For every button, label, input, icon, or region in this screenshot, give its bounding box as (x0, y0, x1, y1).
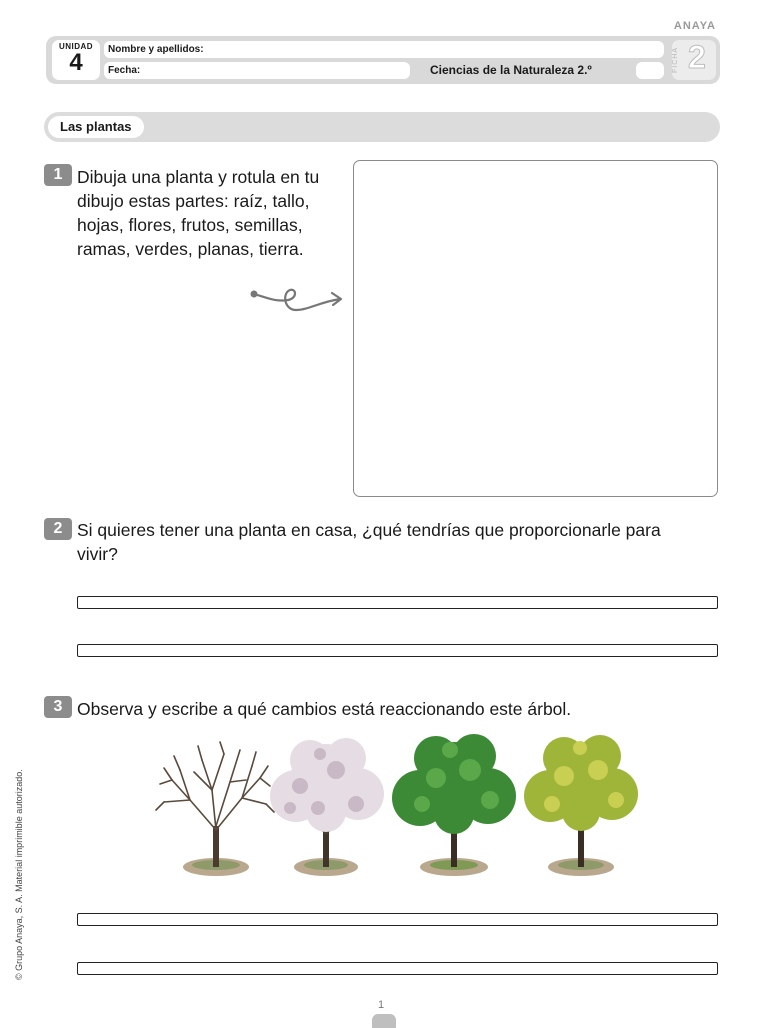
copyright-notice: © Grupo Anaya, S. A. Material imprimible autorizado. (14, 769, 24, 980)
extra-field[interactable] (636, 62, 664, 79)
name-field[interactable] (104, 41, 664, 58)
question-1-text: Dibuja una planta y rotula en tu dibujo estas partes: raíz, tallo, hojas, flores, frutos, semillas, ramas, verdes, planas, tierra. (77, 167, 320, 259)
answer-line-q3-1[interactable] (77, 913, 718, 926)
page-tab (372, 1014, 396, 1028)
name-label: Nombre y apellidos: (108, 44, 204, 55)
unit-label: UNIDAD (58, 42, 94, 51)
answer-line-q2-1[interactable] (77, 596, 718, 609)
squiggle-arrow-icon (246, 284, 350, 320)
ficha-number: 2 (688, 39, 706, 75)
topic-title: Las plantas (48, 116, 144, 138)
question-2-text: Si quieres tener una planta en casa, ¿qué tendrías que proporcionarle para vivir? (77, 520, 661, 564)
subject-title: Ciencias de la Naturaleza 2.º (430, 63, 592, 77)
topic-band (44, 112, 720, 142)
unit-box (52, 40, 100, 80)
answer-line-q3-2[interactable] (77, 962, 718, 975)
date-field[interactable] (104, 62, 410, 79)
answer-line-q2-2[interactable] (77, 644, 718, 657)
question-3-text: Observa y escribe a qué cambios está reaccionando este árbol. (77, 699, 572, 719)
question-1-number: 1 (44, 164, 72, 186)
page-number: 1 (378, 999, 385, 1011)
date-label: Fecha: (108, 65, 141, 76)
bare-winter-tree-icon (156, 742, 274, 876)
unit-number: 4 (69, 49, 83, 76)
blossom-spring-tree-icon (270, 738, 384, 876)
publisher-logo: ANAYA (673, 20, 716, 32)
ficha-label: FICHA (672, 47, 679, 73)
drawing-area[interactable] (353, 160, 718, 497)
seasonal-trees-illustration (150, 730, 640, 882)
yellow-autumn-tree-icon (524, 735, 638, 876)
question-3-number: 3 (44, 696, 72, 718)
green-summer-tree-icon (392, 734, 516, 876)
question-2-number: 2 (44, 518, 72, 540)
